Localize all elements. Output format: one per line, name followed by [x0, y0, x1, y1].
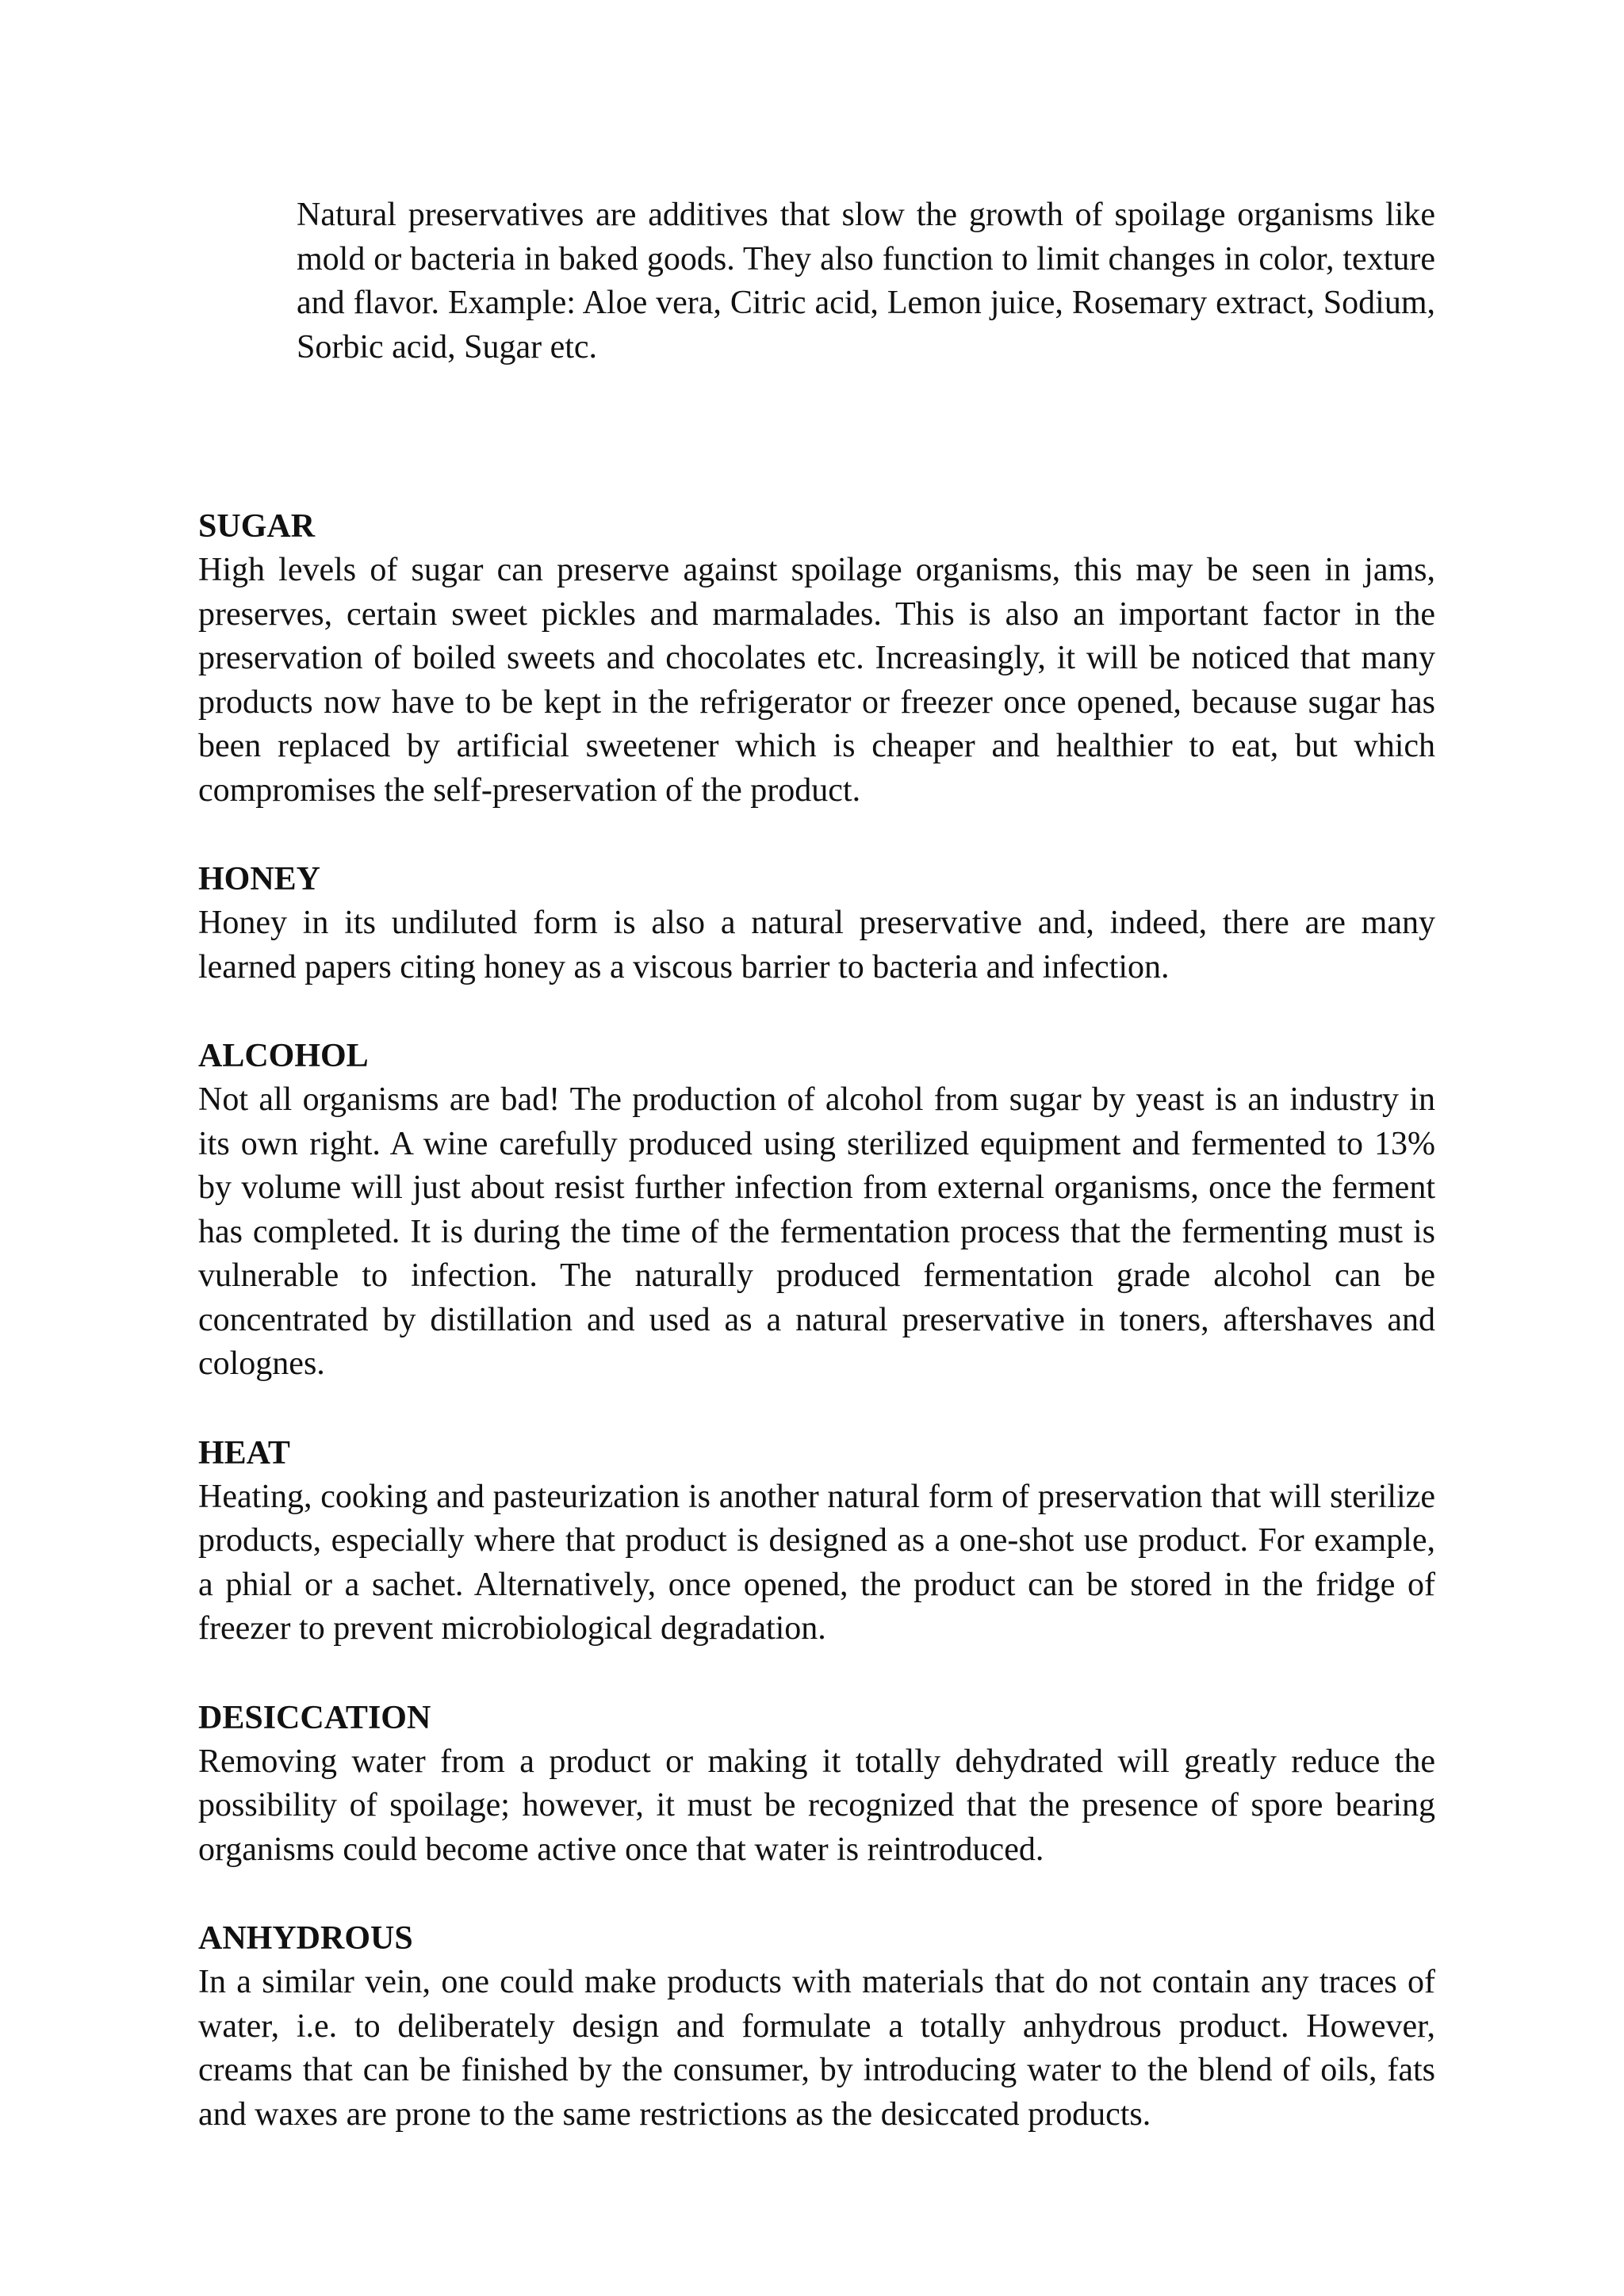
- section-heading: ALCOHOL: [198, 1038, 369, 1074]
- section-heading: DESICCATION: [198, 1699, 431, 1736]
- section-heading: SUGAR: [198, 508, 316, 545]
- section-honey: [198, 857, 1435, 989]
- section-body: Honey in its undiluted form is also a natural preservative and, indeed, there are many learned papers citing honey as a viscous barrier to bacteria and infection.: [198, 905, 1435, 985]
- section-heat: [198, 1431, 1435, 1651]
- section-body: Removing water from a product or making it totally dehydrated will greatly reduce the possibility of spoilage; however, it must be recognized that the presence of spore bearing organisms could become active once that water is reintroduced.: [198, 1743, 1435, 1868]
- section-heading: HONEY: [198, 861, 321, 897]
- section-body: In a similar vein, one could make products with materials that do not contain any traces of water, i.e. to deliberately design and formulate a totally anhydrous product. However, creams that can be finished by the consumer, by introducing water to the blend of oils, fats and waxes are prone to the same restrictions as the desiccated products.: [198, 1964, 1435, 2133]
- section-body: Not all organisms are bad! The production of alcohol from sugar by yeast is an industry in its own right. A wine carefully produced using sterilized equipment and fermented to 13% by volume will just about resist further infection from external organisms, once the ferment has completed. It is during the time of the fermentation process that the fermenting must is vulnerable to infection. The naturally produced fermentation grade alcohol can be concentrated by distillation and used as a natural preservative in toners, aftershaves and colognes.: [198, 1081, 1435, 1382]
- sections-container: [198, 504, 1435, 2181]
- section-body: High levels of sugar can preserve against spoilage organisms, this may be seen in jams, preserves, certain sweet pickles and marmalades. This is also an important factor in the preservation of boiled sweets and chocolates etc. Increasingly, it will be noticed that many products now have to be kept in the refrigerator or freezer once opened, because sugar has been replaced by artificial sweetener which is cheaper and healthier to eat, but which compromises the self-preservation of the product.: [198, 552, 1435, 809]
- intro-paragraph: Natural preservatives are additives that slow the growth of spoilage organisms like mold or bacteria in baked goods. They also function to limit changes in color, texture and flavor. Example: Aloe vera, Citric acid, Lemon juice, Rosemary extract, Sodium, Sorbic acid, Sugar etc.: [297, 197, 1435, 365]
- section-desiccation: [198, 1696, 1435, 1873]
- section-heading: HEAT: [198, 1434, 290, 1471]
- section-sugar: [198, 504, 1435, 813]
- section-heading: ANHYDROUS: [198, 1920, 413, 1957]
- section-anhydrous: [198, 1916, 1435, 2137]
- section-alcohol: [198, 1034, 1435, 1387]
- section-body: Heating, cooking and pasteurization is another natural form of preservation that will sterilize products, especially where that product is designed as a one-shot use product. For example, a phial or a sachet. Alternatively, once opened, the product can be stored in the fridge of freezer to prevent microbiological degradation.: [198, 1478, 1435, 1647]
